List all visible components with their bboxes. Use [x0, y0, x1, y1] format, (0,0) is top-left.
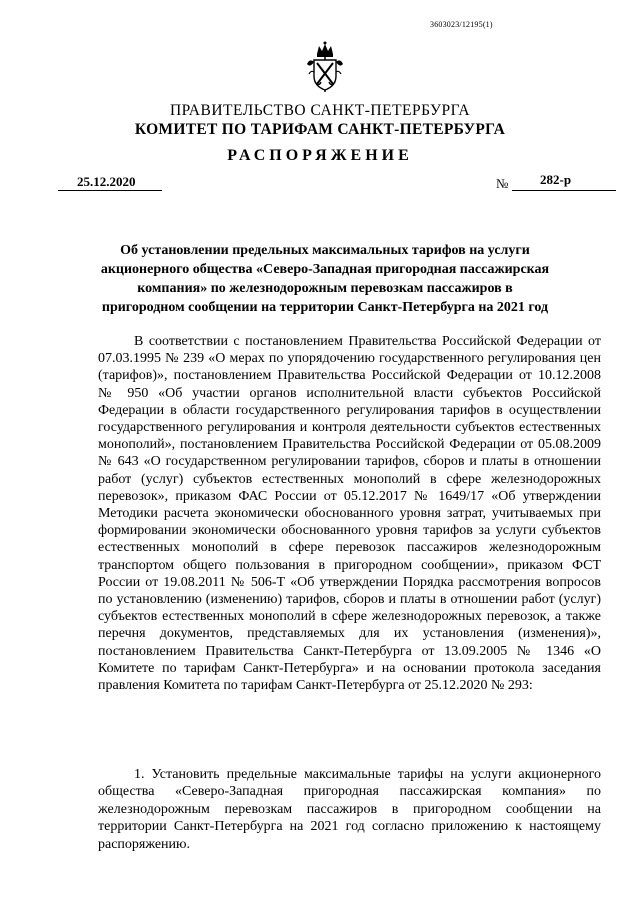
- document-id: 3603023/12195(1): [430, 20, 493, 29]
- document-subject: Об установлении предельных максимальных тарифов на услуги акционерного общества «Северо-Западная пригородная пассажирская компания» по железнодорожным перевозкам пассажиров в пригородном сообщении на территории Санкт-Петербурга на 2021 год: [100, 243, 550, 315]
- number-sign: №: [496, 176, 509, 191]
- date-underline: [58, 190, 162, 191]
- coat-of-arms-icon: [305, 40, 345, 96]
- number-underline: [512, 190, 616, 191]
- document-number: 282-р: [540, 172, 572, 187]
- committee-name: КОМИТЕТ ПО ТАРИФАМ САНКТ-ПЕТЕРБУРГА: [134, 121, 506, 138]
- government-name: ПРАВИТЕЛЬСТВО САНКТ-ПЕТЕРБУРГА: [169, 102, 471, 119]
- document-type: РАСПОРЯЖЕНИЕ: [227, 147, 413, 164]
- clause-1: 1. Установить предельные максимальные тарифы на услуги акционерного общества «Северо-Западная пригородная пассажирская компания» по железнодорожным перевозкам пассажиров в пригородном сообщении на территории Санкт-Петербурга на 2021 год согласно приложению к настоящему распоряжению.: [98, 767, 601, 852]
- document-date: 25.12.2020: [77, 174, 136, 189]
- preamble-paragraph: В соответствии с постановлением Правительства Российской Федерации от 07.03.1995 № 239 «О мерах по упорядочению государственного регулирования цен (тарифов)», постановлением Правительства Российской Федерации от 10.12.2008 № 950 «Об участии органов исполнительной власти субъектов Российской Федерации в области государственного регулирования тарифов в осуществлении государственного регулирования и контроля деятельности субъектов естественных монополий», постановлением Правительства Российской Федерации от 05.08.2009 № 643 «О государственном регулировании тарифов, сборов и платы в отношении работ (услуг) субъектов естественных монополий в сфере железнодорожных перевозок», приказом ФАС России от 05.12.2017 № 1649/17 «Об утверждении Методики расчета экономически обоснованного уровня затрат, учитываемых при формировании экономически обоснованного уровня тарифов за услуги субъектов естественных монополий в сфере перевозок пассажиров железнодорожным транспортом общего пользования в пригородном сообщении», приказом ФСТ России от 19.08.2011 № 506-Т «Об утверждении Порядка рассмотрения вопросов по установлению (изменению) тарифов, сборов и платы в отношении работ (услуг) субъектов естественных монополий в сфере железнодорожных перевозок, а также перечня документов, представляемых для их установления (изменения)», постановлением Правительства Санкт-Петербурга от 13.09.2005 № 1346 «О Комитете по тарифам Санкт-Петербурга» и на основании протокола заседания правления Комитета по тарифам Санкт-Петербурга от 25.12.2020 № 293:: [98, 334, 601, 694]
